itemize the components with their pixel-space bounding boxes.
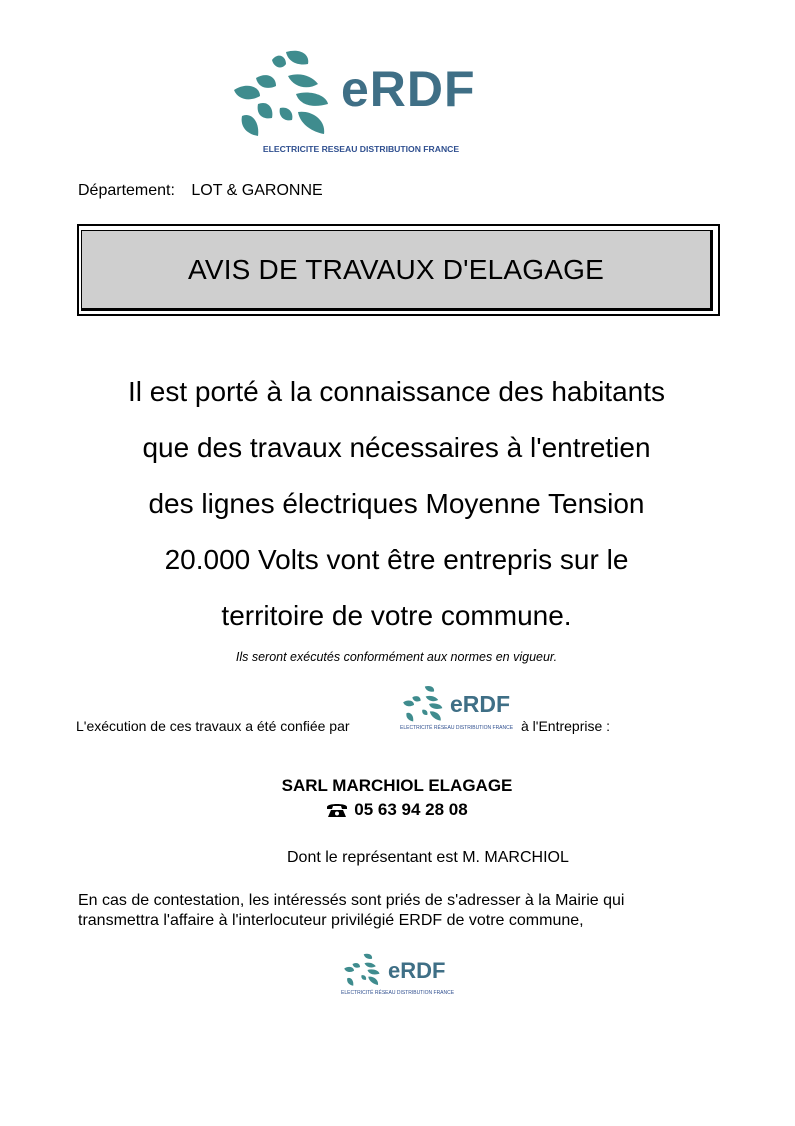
title-box-inner	[81, 230, 713, 311]
title-box	[77, 224, 720, 316]
contestation-paragraph	[78, 891, 728, 931]
erdf-wordmark: eRDF	[388, 958, 446, 983]
main-notice	[60, 364, 733, 644]
main-notice-line: des lignes électriques Moyenne Tension	[148, 488, 645, 519]
erdf-logo-inline	[398, 684, 516, 734]
erdf-flower-icon	[398, 684, 450, 724]
erdf-wordmark: eRDF	[450, 691, 511, 717]
representative-line: Dont le représentant est M. MARCHIOL	[287, 849, 569, 866]
main-notice-line: territoire de votre commune.	[221, 600, 572, 631]
erdf-tagline: ELECTRICITÉ RÉSEAU DISTRIBUTION FRANCE	[400, 725, 514, 731]
main-notice-line: 20.000 Volts vont être entrepris sur le	[164, 544, 629, 575]
main-notice-line: que des travaux nécessaires à l'entretien	[142, 432, 651, 463]
erdf-logo-footer	[340, 952, 460, 1000]
company-phone-row	[240, 798, 554, 822]
department-line	[78, 182, 323, 200]
telephone-icon	[326, 802, 348, 818]
erdf-flower-icon	[340, 952, 386, 988]
contestation-line: En cas de contestation, les intéressés sont priés de s'adresser à la Mairie qui	[78, 892, 625, 909]
company-block	[240, 774, 554, 822]
department-label: Département:	[78, 182, 175, 199]
execution-text-before: L'exécution de ces travaux a été confiée par	[76, 718, 350, 734]
main-notice-line: Il est porté à la connaissance des habitants	[127, 376, 665, 407]
compliance-note: Ils seront exécutés conformément aux normes en vigueur.	[235, 650, 558, 664]
erdf-tagline: ELECTRICITE RESEAU DISTRIBUTION FRANCE	[262, 144, 460, 154]
erdf-wordmark: eRDF	[341, 61, 476, 117]
department-value: LOT & GARONNE	[191, 182, 323, 199]
contestation-line: transmettra l'affaire à l'interlocuteur privilégié ERDF de votre commune,	[78, 912, 584, 929]
execution-text-after: à l'Entreprise :	[521, 718, 611, 734]
erdf-logo-header	[228, 46, 488, 154]
company-name: SARL MARCHIOL ELAGAGE	[281, 776, 513, 795]
erdf-tagline: ELECTRICITÉ RÉSEAU DISTRIBUTION FRANCE	[341, 990, 455, 996]
company-phone: 05 63 94 28 08	[354, 800, 468, 819]
page-title: AVIS DE TRAVAUX D'ELAGAGE	[188, 253, 604, 285]
erdf-flower-icon	[228, 46, 340, 142]
